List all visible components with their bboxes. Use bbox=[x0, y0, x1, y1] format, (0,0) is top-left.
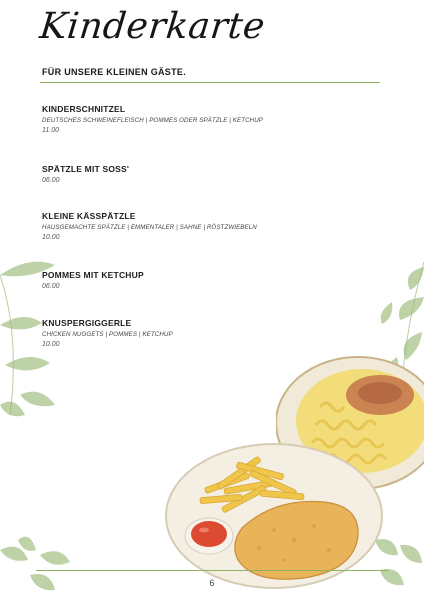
menu-item bbox=[42, 318, 342, 348]
item-name: POMMES MIT KETCHUP bbox=[42, 270, 144, 280]
item-price: 10.00 bbox=[42, 341, 60, 348]
page-number: 6 bbox=[209, 578, 215, 588]
item-name: KLEINE KÄSSPÄTZLE bbox=[42, 211, 136, 221]
item-price: 11.00 bbox=[42, 127, 59, 134]
menu-item bbox=[42, 270, 342, 290]
menu-item bbox=[42, 211, 342, 241]
menu-title: Kinderkarte bbox=[37, 6, 268, 47]
leaf-branch-icon bbox=[0, 530, 75, 600]
item-description: HAUSGEMACHTE SPÄTZLE | EMMENTALER | SAHNE | RÖSTZWIEBELN bbox=[42, 224, 257, 231]
item-name: KINDERSCHNITZEL bbox=[42, 104, 126, 114]
item-price: 10.00 bbox=[42, 234, 60, 241]
footer-divider bbox=[36, 570, 388, 571]
menu-item bbox=[42, 164, 342, 184]
item-price: 06.00 bbox=[42, 177, 60, 184]
item-description: CHICKEN NUGGETS | POMMES | KETCHUP bbox=[42, 331, 173, 338]
item-name: SPÄTZLE MIT SOSS' bbox=[42, 164, 130, 174]
item-description: DEUTSCHES SCHWEINEFLEISCH | POMMES ODER SPÄTZLE | KETCHUP bbox=[42, 117, 264, 124]
menu-item bbox=[42, 104, 342, 134]
item-name: KNUSPERGIGGERLE bbox=[42, 318, 132, 328]
item-price: 06.00 bbox=[42, 283, 60, 290]
schnitzel-fries-plate bbox=[164, 440, 384, 590]
menu-subtitle: FÜR UNSERE KLEINEN GÄSTE. bbox=[42, 67, 187, 77]
title-divider bbox=[40, 82, 380, 83]
